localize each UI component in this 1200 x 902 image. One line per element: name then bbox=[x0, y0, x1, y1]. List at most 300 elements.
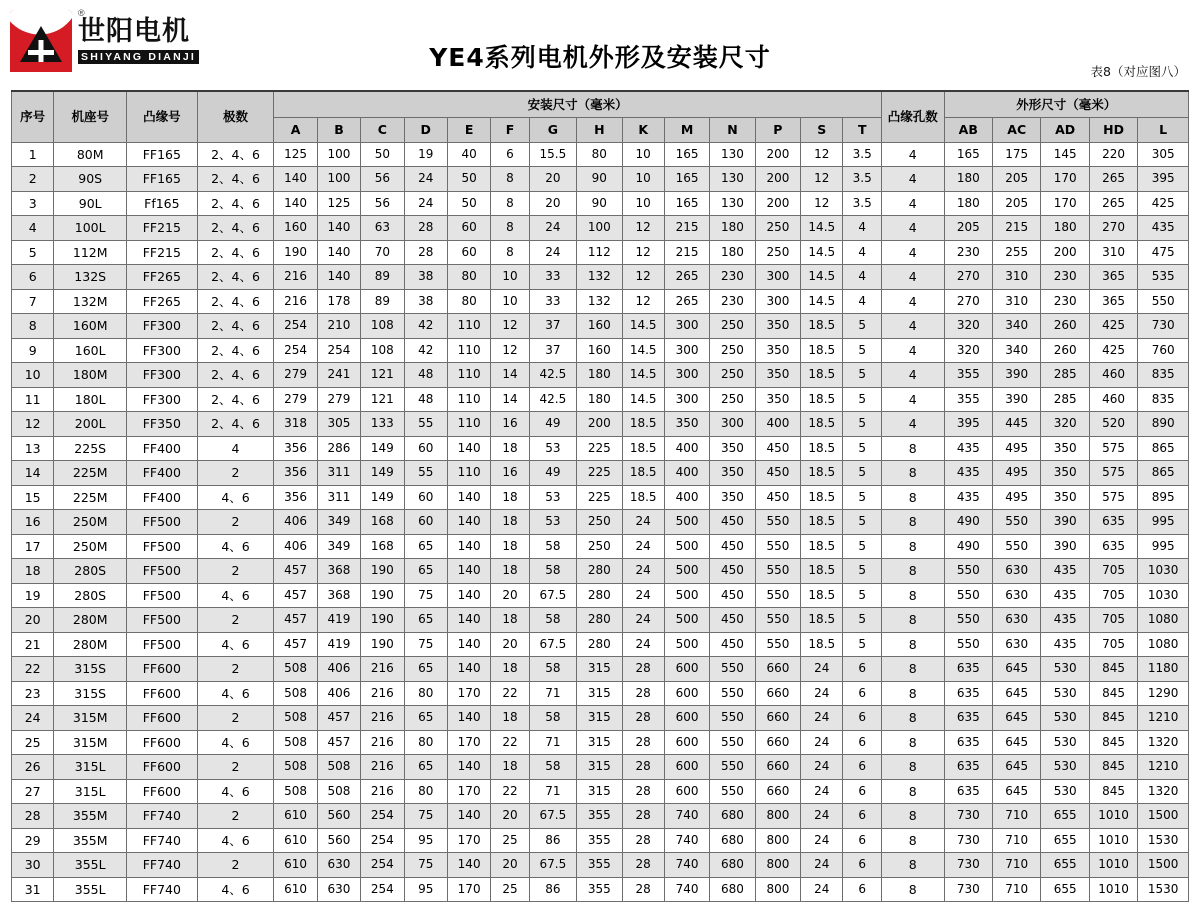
cell-dimension: 560 bbox=[317, 804, 360, 829]
cell-dimension: 75 bbox=[404, 804, 447, 829]
cell-dimension: 419 bbox=[317, 632, 360, 657]
cell-dimension: 18 bbox=[491, 755, 529, 780]
cell-dimension: 5 bbox=[843, 461, 882, 486]
cell-flange: FF740 bbox=[127, 828, 198, 853]
cell-dimension: 350 bbox=[755, 338, 800, 363]
cell-dimension: 14 bbox=[491, 363, 529, 388]
cell-dimension: 895 bbox=[1138, 485, 1189, 510]
cell-dimension: 300 bbox=[664, 314, 709, 339]
cell-dimension: 655 bbox=[1041, 804, 1089, 829]
cell-poles: 4、6 bbox=[197, 681, 274, 706]
cell-dimension: 18.5 bbox=[801, 338, 843, 363]
cell-poles: 2、4、6 bbox=[197, 363, 274, 388]
brand-name-cn: 世阳电机 bbox=[78, 16, 190, 48]
cell-dimension: 20 bbox=[491, 583, 529, 608]
cell-dimension: 5 bbox=[843, 485, 882, 510]
cell-dimension: 18 bbox=[491, 485, 529, 510]
cell-flange: FF600 bbox=[127, 706, 198, 731]
cell-flange: FF300 bbox=[127, 338, 198, 363]
cell-dimension: 12 bbox=[801, 191, 843, 216]
cell-dimension: 600 bbox=[664, 730, 709, 755]
cell-dimension: 216 bbox=[274, 289, 317, 314]
cell-dimension: 356 bbox=[274, 436, 317, 461]
cell-dimension: 28 bbox=[622, 779, 664, 804]
cell-flange: FF265 bbox=[127, 289, 198, 314]
cell-dimension: 225 bbox=[577, 485, 622, 510]
cell-frame: 250M bbox=[54, 510, 127, 535]
cell-dimension: 450 bbox=[755, 485, 800, 510]
cell-dimension: 24 bbox=[801, 779, 843, 804]
cell-dimension: 24 bbox=[622, 632, 664, 657]
cell-dimension: 508 bbox=[274, 779, 317, 804]
cell-dimension: 4 bbox=[843, 240, 882, 265]
cell-dimension: 170 bbox=[447, 877, 490, 902]
subheader-K: K bbox=[622, 118, 664, 143]
cell-dimension: 168 bbox=[361, 534, 404, 559]
cell-dimension: 450 bbox=[710, 583, 755, 608]
cell-dimension: 645 bbox=[992, 730, 1040, 755]
cell-dimension: 457 bbox=[317, 706, 360, 731]
cell-dimension: 340 bbox=[992, 314, 1040, 339]
cell-dimension: 18.5 bbox=[801, 559, 843, 584]
cell-dimension: 130 bbox=[710, 167, 755, 192]
cell-dimension: 12 bbox=[622, 240, 664, 265]
cell-index: 9 bbox=[12, 338, 54, 363]
cell-dimension: 1210 bbox=[1138, 755, 1189, 780]
cell-dimension: 406 bbox=[317, 657, 360, 682]
cell-dimension: 14 bbox=[491, 387, 529, 412]
cell-dimension: 20 bbox=[491, 632, 529, 657]
header-holes: 凸缘孔数 bbox=[881, 91, 944, 142]
cell-dimension: 230 bbox=[1041, 289, 1089, 314]
cell-dimension: 24 bbox=[801, 804, 843, 829]
cell-dimension: 508 bbox=[274, 755, 317, 780]
cell-dimension: 5 bbox=[843, 534, 882, 559]
cell-dimension: 18.5 bbox=[801, 412, 843, 437]
cell-dimension: 225 bbox=[577, 461, 622, 486]
cell-dimension: 10 bbox=[622, 167, 664, 192]
cell-dimension: 140 bbox=[447, 804, 490, 829]
cell-dimension: 550 bbox=[1138, 289, 1189, 314]
cell-dimension: 1530 bbox=[1138, 877, 1189, 902]
subheader-B: B bbox=[317, 118, 360, 143]
cell-dimension: 6 bbox=[843, 755, 882, 780]
cell-dimension: 350 bbox=[710, 436, 755, 461]
cell-dimension: 270 bbox=[1089, 216, 1137, 241]
cell-dimension: 575 bbox=[1089, 436, 1137, 461]
cell-dimension: 845 bbox=[1089, 755, 1137, 780]
cell-dimension: 530 bbox=[1041, 779, 1089, 804]
cell-dimension: 550 bbox=[710, 730, 755, 755]
cell-dimension: 655 bbox=[1041, 853, 1089, 878]
cell-dimension: 180 bbox=[944, 167, 992, 192]
cell-dimension: 22 bbox=[491, 730, 529, 755]
cell-dimension: 216 bbox=[361, 779, 404, 804]
cell-dimension: 170 bbox=[447, 828, 490, 853]
cell-dimension: 24 bbox=[801, 730, 843, 755]
cell-dimension: 65 bbox=[404, 534, 447, 559]
cell-holes: 4 bbox=[881, 363, 944, 388]
cell-dimension: 660 bbox=[755, 730, 800, 755]
cell-dimension: 425 bbox=[1089, 314, 1137, 339]
cell-frame: 225M bbox=[54, 485, 127, 510]
cell-dimension: 680 bbox=[710, 853, 755, 878]
cell-dimension: 457 bbox=[274, 559, 317, 584]
cell-index: 20 bbox=[12, 608, 54, 633]
cell-dimension: 680 bbox=[710, 804, 755, 829]
cell-poles: 4、6 bbox=[197, 828, 274, 853]
cell-dimension: 490 bbox=[944, 534, 992, 559]
cell-dimension: 800 bbox=[755, 877, 800, 902]
subheader-E: E bbox=[447, 118, 490, 143]
cell-index: 2 bbox=[12, 167, 54, 192]
cell-dimension: 285 bbox=[1041, 387, 1089, 412]
table-row bbox=[12, 657, 1189, 682]
cell-dimension: 250 bbox=[577, 510, 622, 535]
cell-holes: 8 bbox=[881, 657, 944, 682]
cell-dimension: 1010 bbox=[1089, 828, 1137, 853]
cell-poles: 2 bbox=[197, 608, 274, 633]
cell-dimension: 600 bbox=[664, 779, 709, 804]
cell-dimension: 19 bbox=[404, 142, 447, 167]
cell-index: 6 bbox=[12, 265, 54, 290]
table-row bbox=[12, 681, 1189, 706]
cell-dimension: 5 bbox=[843, 583, 882, 608]
cell-dimension: 255 bbox=[992, 240, 1040, 265]
cell-dimension: 65 bbox=[404, 755, 447, 780]
cell-dimension: 24 bbox=[404, 167, 447, 192]
cell-dimension: 635 bbox=[944, 755, 992, 780]
cell-dimension: 315 bbox=[577, 730, 622, 755]
cell-dimension: 75 bbox=[404, 632, 447, 657]
cell-dimension: 315 bbox=[577, 779, 622, 804]
cell-dimension: 65 bbox=[404, 657, 447, 682]
cell-dimension: 216 bbox=[361, 755, 404, 780]
cell-dimension: 390 bbox=[992, 363, 1040, 388]
cell-frame: 355L bbox=[54, 877, 127, 902]
cell-dimension: 18 bbox=[491, 657, 529, 682]
cell-dimension: 349 bbox=[317, 534, 360, 559]
table-row bbox=[12, 877, 1189, 902]
cell-dimension: 1500 bbox=[1138, 853, 1189, 878]
cell-dimension: 740 bbox=[664, 828, 709, 853]
cell-dimension: 200 bbox=[755, 167, 800, 192]
cell-dimension: 125 bbox=[317, 191, 360, 216]
cell-dimension: 230 bbox=[944, 240, 992, 265]
cell-dimension: 265 bbox=[664, 289, 709, 314]
cell-dimension: 635 bbox=[1089, 534, 1137, 559]
cell-dimension: 250 bbox=[710, 363, 755, 388]
cell-dimension: 279 bbox=[274, 387, 317, 412]
cell-dimension: 406 bbox=[317, 681, 360, 706]
cell-dimension: 995 bbox=[1138, 534, 1189, 559]
cell-index: 1 bbox=[12, 142, 54, 167]
cell-dimension: 49 bbox=[529, 461, 576, 486]
cell-dimension: 311 bbox=[317, 461, 360, 486]
cell-flange: FF500 bbox=[127, 608, 198, 633]
cell-dimension: 254 bbox=[317, 338, 360, 363]
cell-holes: 8 bbox=[881, 755, 944, 780]
cell-dimension: 740 bbox=[664, 853, 709, 878]
cell-dimension: 130 bbox=[710, 142, 755, 167]
cell-dimension: 160 bbox=[577, 314, 622, 339]
cell-dimension: 10 bbox=[491, 289, 529, 314]
cell-dimension: 340 bbox=[992, 338, 1040, 363]
cell-dimension: 5 bbox=[843, 338, 882, 363]
cell-holes: 8 bbox=[881, 681, 944, 706]
cell-flange: FF500 bbox=[127, 510, 198, 535]
cell-dimension: 845 bbox=[1089, 779, 1137, 804]
cell-dimension: 180 bbox=[577, 363, 622, 388]
cell-dimension: 53 bbox=[529, 485, 576, 510]
table-note: 表8（对应图八） bbox=[1090, 64, 1186, 79]
cell-index: 3 bbox=[12, 191, 54, 216]
cell-frame: 132M bbox=[54, 289, 127, 314]
cell-dimension: 80 bbox=[447, 289, 490, 314]
cell-index: 27 bbox=[12, 779, 54, 804]
cell-dimension: 121 bbox=[361, 387, 404, 412]
cell-dimension: 140 bbox=[447, 583, 490, 608]
header-outline-group: 外形尺寸（毫米） bbox=[944, 91, 1188, 118]
cell-dimension: 435 bbox=[1041, 583, 1089, 608]
cell-dimension: 315 bbox=[577, 657, 622, 682]
cell-dimension: 1530 bbox=[1138, 828, 1189, 853]
cell-flange: FF600 bbox=[127, 681, 198, 706]
cell-dimension: 12 bbox=[622, 265, 664, 290]
cell-dimension: 530 bbox=[1041, 730, 1089, 755]
cell-dimension: 450 bbox=[755, 436, 800, 461]
cell-dimension: 180 bbox=[710, 216, 755, 241]
cell-dimension: 6 bbox=[843, 706, 882, 731]
cell-dimension: 406 bbox=[274, 510, 317, 535]
cell-dimension: 450 bbox=[710, 534, 755, 559]
cell-dimension: 80 bbox=[404, 779, 447, 804]
cell-dimension: 86 bbox=[529, 828, 576, 853]
cell-frame: 160M bbox=[54, 314, 127, 339]
cell-dimension: 300 bbox=[664, 338, 709, 363]
cell-dimension: 14.5 bbox=[622, 363, 664, 388]
cell-dimension: 1030 bbox=[1138, 559, 1189, 584]
cell-dimension: 530 bbox=[1041, 706, 1089, 731]
cell-frame: 315L bbox=[54, 755, 127, 780]
cell-frame: 90S bbox=[54, 167, 127, 192]
cell-dimension: 355 bbox=[577, 804, 622, 829]
cell-dimension: 86 bbox=[529, 877, 576, 902]
cell-dimension: 18.5 bbox=[622, 485, 664, 510]
cell-frame: 132S bbox=[54, 265, 127, 290]
cell-dimension: 575 bbox=[1089, 461, 1137, 486]
cell-holes: 8 bbox=[881, 608, 944, 633]
cell-dimension: 530 bbox=[1041, 755, 1089, 780]
cell-holes: 4 bbox=[881, 289, 944, 314]
cell-dimension: 14.5 bbox=[801, 240, 843, 265]
logo-mark-icon bbox=[10, 10, 72, 72]
cell-holes: 8 bbox=[881, 779, 944, 804]
subheader-L: L bbox=[1138, 118, 1189, 143]
cell-holes: 8 bbox=[881, 828, 944, 853]
cell-dimension: 145 bbox=[1041, 142, 1089, 167]
cell-dimension: 400 bbox=[664, 485, 709, 510]
cell-dimension: 655 bbox=[1041, 828, 1089, 853]
cell-poles: 2、4、6 bbox=[197, 191, 274, 216]
cell-dimension: 600 bbox=[664, 706, 709, 731]
cell-dimension: 24 bbox=[801, 657, 843, 682]
cell-dimension: 95 bbox=[404, 828, 447, 853]
cell-dimension: 80 bbox=[577, 142, 622, 167]
subheader-G: G bbox=[529, 118, 576, 143]
cell-dimension: 140 bbox=[447, 534, 490, 559]
cell-poles: 2、4、6 bbox=[197, 412, 274, 437]
cell-flange: FF265 bbox=[127, 265, 198, 290]
cell-dimension: 110 bbox=[447, 387, 490, 412]
cell-dimension: 55 bbox=[404, 412, 447, 437]
cell-dimension: 435 bbox=[944, 485, 992, 510]
cell-dimension: 28 bbox=[622, 657, 664, 682]
cell-dimension: 660 bbox=[755, 755, 800, 780]
table-row bbox=[12, 632, 1189, 657]
cell-dimension: 140 bbox=[447, 559, 490, 584]
cell-dimension: 730 bbox=[944, 804, 992, 829]
cell-dimension: 71 bbox=[529, 730, 576, 755]
cell-dimension: 149 bbox=[361, 485, 404, 510]
cell-poles: 2、4、6 bbox=[197, 314, 274, 339]
cell-holes: 8 bbox=[881, 559, 944, 584]
cell-dimension: 425 bbox=[1138, 191, 1189, 216]
cell-dimension: 395 bbox=[1138, 167, 1189, 192]
cell-dimension: 457 bbox=[274, 583, 317, 608]
cell-holes: 4 bbox=[881, 167, 944, 192]
cell-dimension: 600 bbox=[664, 681, 709, 706]
cell-dimension: 845 bbox=[1089, 657, 1137, 682]
cell-holes: 4 bbox=[881, 314, 944, 339]
cell-dimension: 18.5 bbox=[622, 412, 664, 437]
cell-dimension: 550 bbox=[755, 510, 800, 535]
cell-dimension: 67.5 bbox=[529, 632, 576, 657]
cell-dimension: 1210 bbox=[1138, 706, 1189, 731]
cell-dimension: 18 bbox=[491, 559, 529, 584]
cell-dimension: 350 bbox=[664, 412, 709, 437]
cell-dimension: 355 bbox=[944, 363, 992, 388]
cell-holes: 8 bbox=[881, 804, 944, 829]
registered-trademark-icon: ® bbox=[78, 8, 85, 18]
cell-dimension: 300 bbox=[664, 387, 709, 412]
cell-dimension: 140 bbox=[274, 191, 317, 216]
cell-dimension: 6 bbox=[843, 681, 882, 706]
cell-dimension: 53 bbox=[529, 436, 576, 461]
cell-dimension: 435 bbox=[1041, 559, 1089, 584]
cell-holes: 8 bbox=[881, 485, 944, 510]
cell-dimension: 5 bbox=[843, 510, 882, 535]
cell-holes: 4 bbox=[881, 265, 944, 290]
cell-dimension: 355 bbox=[577, 853, 622, 878]
cell-flange: FF400 bbox=[127, 436, 198, 461]
cell-dimension: 180 bbox=[944, 191, 992, 216]
cell-dimension: 12 bbox=[622, 216, 664, 241]
cell-frame: 250M bbox=[54, 534, 127, 559]
cell-dimension: 254 bbox=[361, 828, 404, 853]
cell-dimension: 645 bbox=[992, 657, 1040, 682]
cell-dimension: 995 bbox=[1138, 510, 1189, 535]
cell-flange: FF165 bbox=[127, 142, 198, 167]
cell-dimension: 6 bbox=[843, 877, 882, 902]
cell-dimension: 18.5 bbox=[801, 461, 843, 486]
cell-holes: 8 bbox=[881, 583, 944, 608]
cell-dimension: 508 bbox=[317, 755, 360, 780]
cell-holes: 4 bbox=[881, 387, 944, 412]
cell-dimension: 710 bbox=[992, 804, 1040, 829]
cell-poles: 4 bbox=[197, 436, 274, 461]
cell-dimension: 67.5 bbox=[529, 804, 576, 829]
cell-holes: 4 bbox=[881, 142, 944, 167]
cell-dimension: 20 bbox=[491, 853, 529, 878]
cell-poles: 4、6 bbox=[197, 877, 274, 902]
cell-dimension: 560 bbox=[317, 828, 360, 853]
cell-dimension: 318 bbox=[274, 412, 317, 437]
cell-dimension: 170 bbox=[447, 730, 490, 755]
cell-frame: 280S bbox=[54, 583, 127, 608]
cell-dimension: 215 bbox=[664, 216, 709, 241]
cell-dimension: 435 bbox=[1138, 216, 1189, 241]
cell-dimension: 140 bbox=[274, 167, 317, 192]
cell-dimension: 65 bbox=[404, 559, 447, 584]
cell-dimension: 180 bbox=[710, 240, 755, 265]
cell-poles: 4、6 bbox=[197, 485, 274, 510]
table-row bbox=[12, 338, 1189, 363]
cell-holes: 8 bbox=[881, 632, 944, 657]
cell-dimension: 110 bbox=[447, 412, 490, 437]
cell-poles: 2 bbox=[197, 657, 274, 682]
cell-dimension: 216 bbox=[361, 730, 404, 755]
cell-dimension: 71 bbox=[529, 681, 576, 706]
cell-dimension: 260 bbox=[1041, 314, 1089, 339]
cell-dimension: 5 bbox=[843, 632, 882, 657]
table-row bbox=[12, 142, 1189, 167]
cell-index: 23 bbox=[12, 681, 54, 706]
company-logo bbox=[10, 4, 200, 78]
cell-dimension: 18.5 bbox=[801, 436, 843, 461]
table-row bbox=[12, 510, 1189, 535]
cell-dimension: 20 bbox=[529, 191, 576, 216]
cell-dimension: 300 bbox=[755, 289, 800, 314]
cell-dimension: 600 bbox=[664, 755, 709, 780]
cell-dimension: 24 bbox=[801, 828, 843, 853]
cell-dimension: 508 bbox=[274, 657, 317, 682]
cell-dimension: 190 bbox=[361, 608, 404, 633]
table-row bbox=[12, 534, 1189, 559]
cell-index: 22 bbox=[12, 657, 54, 682]
cell-dimension: 22 bbox=[491, 779, 529, 804]
cell-dimension: 6 bbox=[843, 828, 882, 853]
cell-dimension: 250 bbox=[755, 240, 800, 265]
cell-dimension: 500 bbox=[664, 632, 709, 657]
cell-dimension: 53 bbox=[529, 510, 576, 535]
cell-dimension: 1030 bbox=[1138, 583, 1189, 608]
cell-dimension: 280 bbox=[577, 608, 622, 633]
cell-dimension: 550 bbox=[755, 608, 800, 633]
cell-dimension: 1080 bbox=[1138, 632, 1189, 657]
cell-poles: 2 bbox=[197, 510, 274, 535]
cell-dimension: 390 bbox=[1041, 534, 1089, 559]
cell-dimension: 89 bbox=[361, 265, 404, 290]
cell-dimension: 38 bbox=[404, 289, 447, 314]
cell-dimension: 10 bbox=[491, 265, 529, 290]
cell-dimension: 80 bbox=[404, 681, 447, 706]
cell-dimension: 645 bbox=[992, 681, 1040, 706]
cell-dimension: 12 bbox=[801, 142, 843, 167]
cell-poles: 4、6 bbox=[197, 583, 274, 608]
cell-dimension: 33 bbox=[529, 289, 576, 314]
cell-dimension: 12 bbox=[801, 167, 843, 192]
